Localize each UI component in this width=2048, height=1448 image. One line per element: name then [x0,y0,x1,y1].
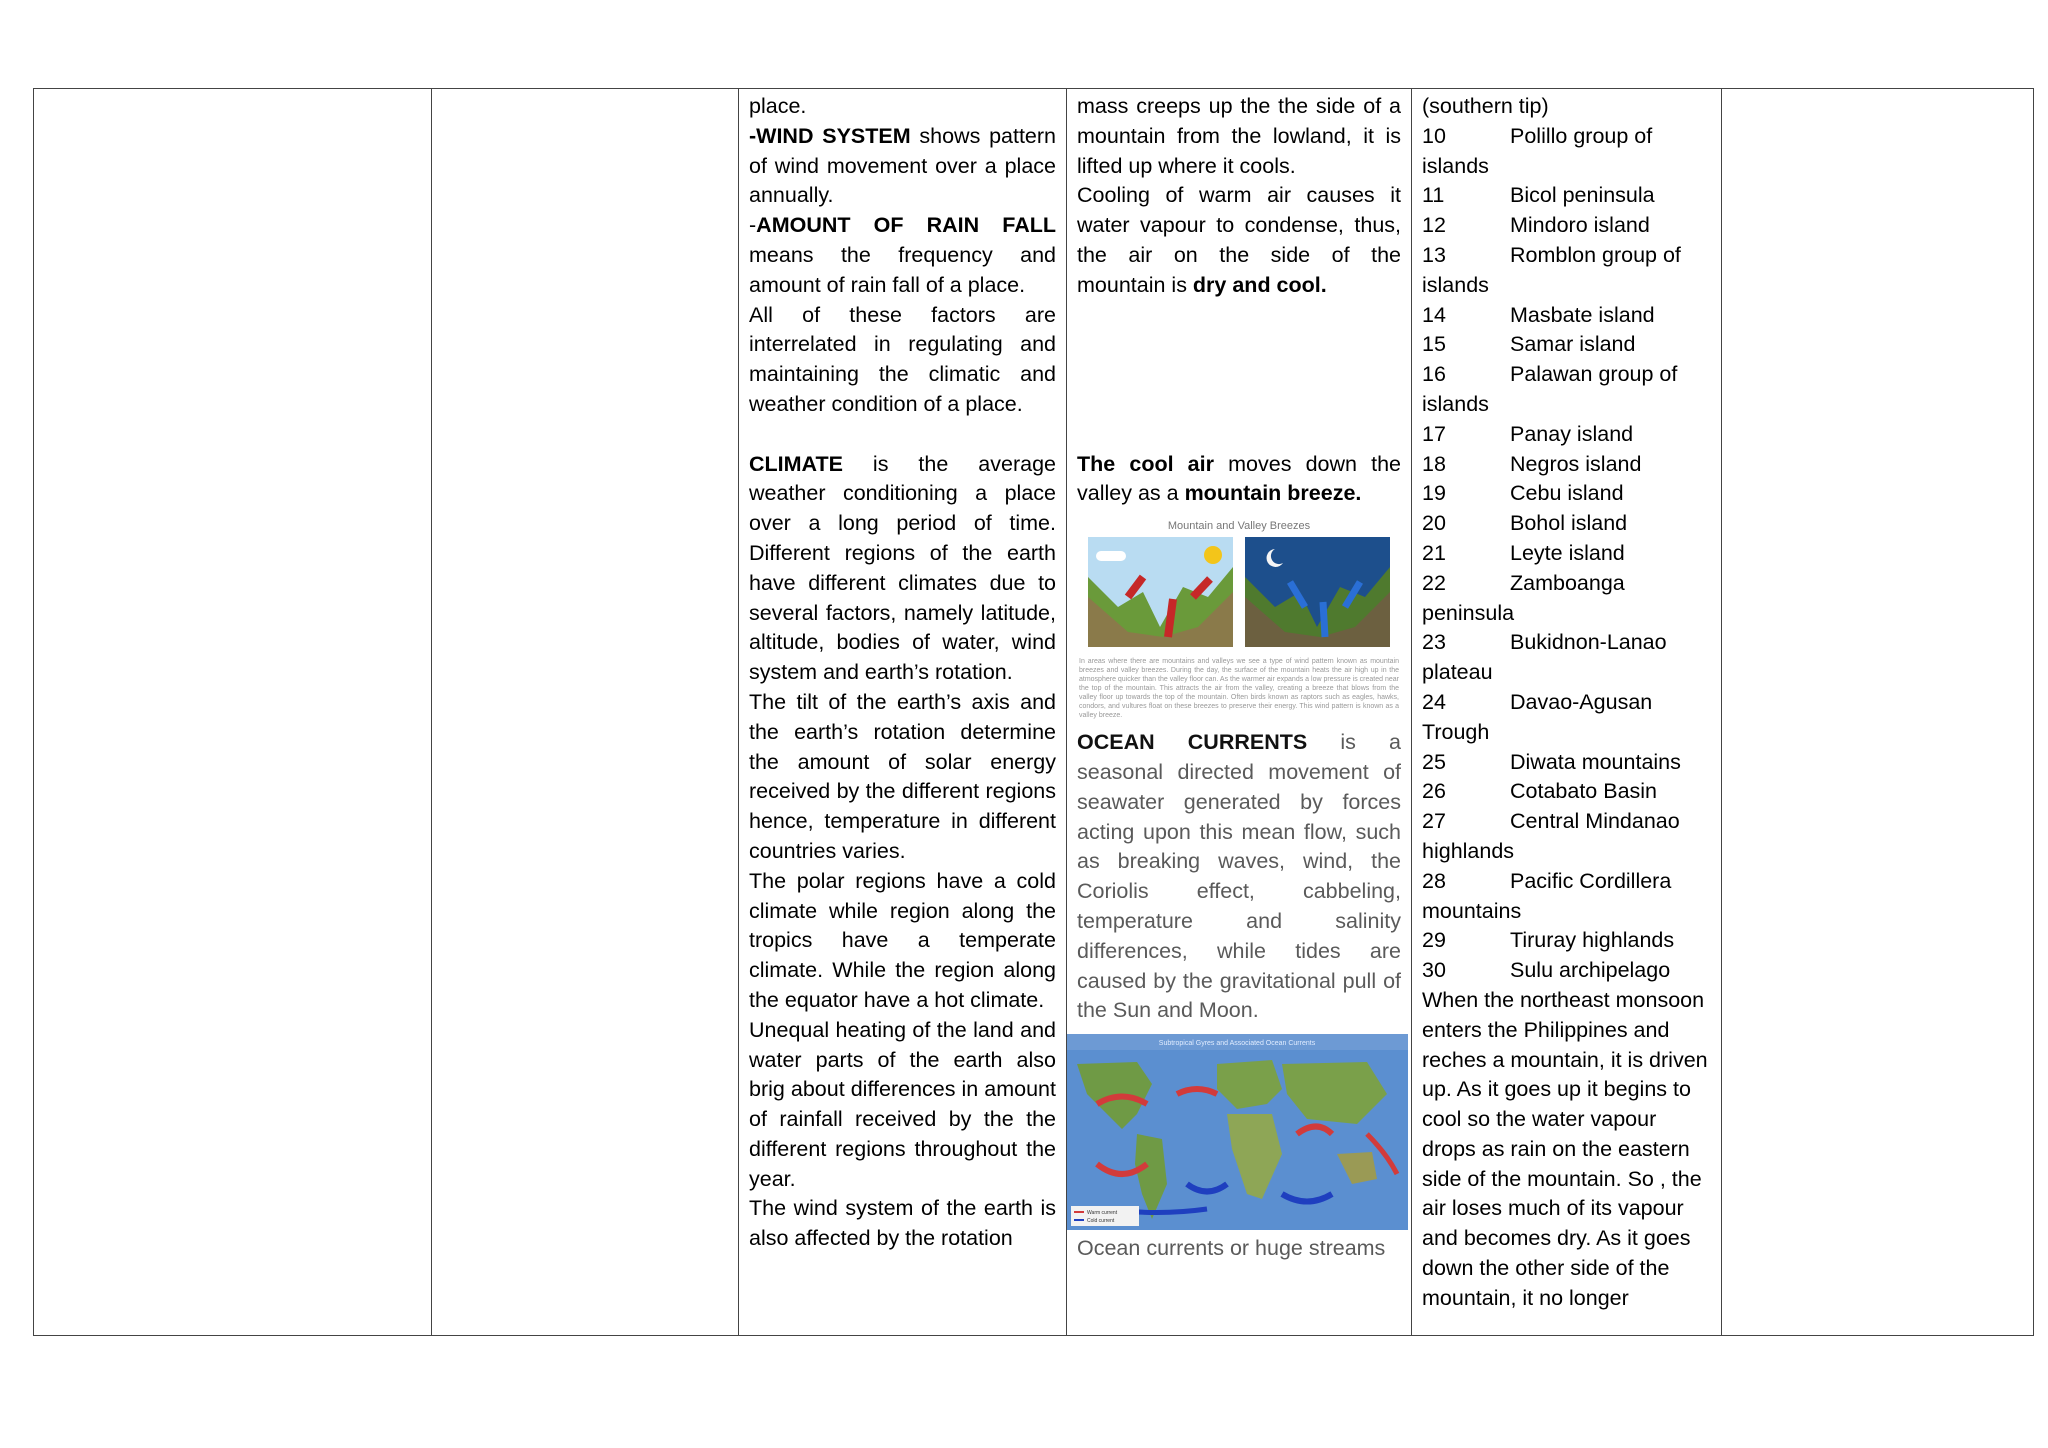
list-item-number: 28 [1422,868,1446,893]
list-item [1422,241,1711,271]
list-item [1422,539,1711,569]
list-item [1422,688,1711,718]
list-item-text: Bohol island [1510,511,1628,536]
figure-caption: In areas where there are mountains and valleys we see a type of wind pattern known as mountain breezes and valley breezes. During the day, the surface of the mountain heats the air high up in the atmosphere quicker than the valley floor can. As the warmer air expands a low pressure is created near the top of the mountain. This attracts the air from the valley, creating a breeze that blows from the valley floor up towards the top of the mountain. Often birds known as raptors such as eagles, hawks, condors, and vultures float on these breezes to preserve their energy. This wind pattern is known as a valley breeze. [1079,658,1399,720]
tilt-paragraph: The tilt of the earth’s axis and the earth’s rotation determine the amount of solar energy received by the different regions hence, temperature in different countries varies. [749,689,1056,863]
mountain-breeze-bold: mountain breeze. [1184,481,1362,506]
list-item [1422,211,1711,241]
list-item-continuation: plateau [1422,660,1493,685]
list-item-text: Sulu archipelago [1510,958,1671,983]
spacer [1077,420,1401,450]
list-item [1422,807,1711,837]
list-item [1422,569,1711,599]
list-item-continuation: mountains [1422,898,1522,923]
day-breeze-image [1088,537,1233,647]
list-item [1422,926,1711,956]
spacer [749,420,1056,450]
wind-rotation-paragraph: The wind system of the earth is also affected by the rotation [749,1196,1056,1251]
list-item-continuation: Trough [1422,719,1490,744]
climate-paragraph [749,450,1056,688]
spacer [1077,360,1401,390]
southern-tip-text: (southern tip) [1422,94,1549,118]
list-item-text: Davao-Agusan [1510,689,1653,714]
list-item-number: 17 [1422,421,1446,446]
list-item-number: 21 [1422,540,1446,565]
list-item [1422,330,1711,360]
list-item-text: Zamboanga [1510,570,1625,595]
list-item-number: 24 [1422,689,1446,714]
list-item-number: 30 [1422,958,1446,983]
wind-system-paragraph [749,122,1056,211]
cool-air-text: moves down the valley as a [1077,451,1401,506]
empty-cell-1 [34,89,432,1336]
list-item-text: Pacific Cordillera [1510,868,1672,893]
night-breeze-image [1245,537,1390,647]
cool-air-paragraph [1077,450,1401,510]
list-item [1422,479,1711,509]
polar-paragraph: The polar regions have a cold climate while region along the tropics have a temperate climate. While the region along the equator have a hot climate. [749,868,1056,1012]
landforms-cell [1412,89,1722,1336]
table-row [34,89,2034,1336]
list-item-number: 11 [1422,183,1445,208]
list-item [1422,450,1711,480]
spacer [1077,390,1401,420]
lesson-table [33,88,2034,1336]
list-item-number: 10 [1422,123,1446,148]
list-item-continuation: peninsula [1422,600,1515,625]
sun-icon [1204,546,1222,564]
list-item [1422,956,1711,986]
ocean-currents-title: OCEAN CURRENTS [1077,730,1308,755]
list-item-number: 18 [1422,451,1446,476]
climate-factors-cell [739,89,1067,1336]
ocean-currents-map [1067,1034,1408,1230]
rainfall-text: means the frequency and amount of rain fall of a place. [749,242,1056,297]
list-item-text: Palawan group of [1510,362,1678,387]
list-item-text: Diwata mountains [1510,749,1681,774]
list-item [1422,301,1711,331]
rainfall-title: AMOUNT OF RAIN FALL [756,213,1056,238]
ocean-currents-continued: Ocean currents or huge streams [1077,1236,1386,1261]
ocean-currents-paragraph [1077,728,1401,1026]
wind-system-text: shows pattern of wind movement over a place annually. [749,123,1057,208]
cooling-text: Cooling of warm air causes it water vapour to condense, thus, the air on the side of the mountain is [1077,183,1401,297]
list-item-text: Mindoro island [1510,213,1650,238]
climate-title: CLIMATE [749,451,843,476]
landform-list [1422,122,1711,986]
list-item-text: Romblon group of [1510,242,1681,267]
cooling-paragraph [1077,181,1401,300]
list-item-number: 25 [1422,749,1446,774]
list-item-number: 14 [1422,302,1446,327]
list-item [1422,181,1711,211]
list-item-number: 22 [1422,570,1446,595]
rainfall-paragraph [749,211,1056,300]
list-item-continuation: islands [1422,272,1489,297]
list-item-text: Cebu island [1510,481,1624,506]
list-item-text: Leyte island [1510,540,1625,565]
empty-cell-6 [1722,89,2034,1336]
figure-title: Mountain and Valley Breezes [1167,520,1311,533]
list-item-text: Bukidnon-Lanao [1510,630,1667,655]
spacer [1077,330,1401,360]
list-item-number: 19 [1422,481,1446,506]
list-item-number: 12 [1422,213,1446,238]
air-mass-paragraph: mass creeps up the the side of a mountain from the lowland, it is lifted up where it cools. [1077,94,1401,178]
list-item-text: Samar island [1510,332,1636,357]
ocean-currents-text: is a seasonal directed movement of seawater generated by forces acting upon this mean flow, such as breaking waves, wind, the Coriolis effect, cabbeling, temperature and salinity differences, while tides are caused by the gravitational pull of the Sun and Moon. [1077,730,1401,1023]
list-item [1422,748,1711,778]
list-item-text: Masbate island [1510,302,1655,327]
list-item-text: Central Mindanao [1510,809,1680,834]
list-item-number: 23 [1422,630,1446,655]
interrelated-paragraph: All of these factors are interrelated in regulating and maintaining the climatic and weather condition of a place. [749,302,1056,416]
legend-cold: Cold current [1087,1218,1115,1225]
unequal-heating-paragraph: Unequal heating of the land and water parts of the earth also brig about differences in amount of rainfall received by the the different regions throughout the year. [749,1017,1056,1191]
wind-system-title: -WIND SYSTEM [749,123,911,148]
list-item [1422,628,1711,658]
list-item-number: 15 [1422,332,1446,357]
list-item-text: Polillo group of [1510,123,1653,148]
list-item-number: 26 [1422,779,1446,804]
rain-prefix: - [749,213,757,238]
list-item-text: Cotabato Basin [1510,779,1658,804]
empty-cell-2 [432,89,739,1336]
list-item-continuation: islands [1422,391,1489,416]
list-item-text: Tiruray highlands [1510,928,1675,953]
monsoon-paragraph: When the northeast monsoon enters the Philippines and reches a mountain, it is driven up. As it goes up it begins to cool so the water vapour drops as rain on the eastern side of the mountain. So , the air loses much of its vapour and becomes dry. As it goes down the other side of the mountain, it no longer [1422,987,1708,1310]
text-place: place. [749,94,807,118]
list-item [1422,867,1711,897]
list-item-continuation: highlands [1422,838,1515,863]
list-item-text: Bicol peninsula [1510,183,1655,208]
list-item-text: Panay island [1510,421,1634,446]
cool-air-bold: The cool air [1077,451,1214,476]
list-item [1422,777,1711,807]
climate-text: is the average weather conditioning a place over a long period of time. Different regions of the earth have different climates due to several factors, namely latitude, altitude, bodies of water, wind system and earth’s rotation. [749,451,1056,685]
list-item [1422,360,1711,390]
list-item-number: 13 [1422,242,1446,267]
dry-cool-bold: dry and cool. [1192,272,1327,297]
list-item [1422,420,1711,450]
list-item-text: Negros island [1510,451,1642,476]
list-item [1422,122,1711,152]
list-item-number: 29 [1422,928,1446,953]
list-item-continuation: islands [1422,153,1489,178]
legend-warm: Warm current [1087,1210,1118,1217]
breezes-currents-cell [1067,89,1412,1336]
list-item-number: 20 [1422,511,1446,536]
mountain-valley-figure [1077,519,1401,720]
list-item [1422,509,1711,539]
map-title: Subtropical Gyres and Associated Ocean Currents [1158,1040,1316,1048]
list-item-number: 16 [1422,362,1446,387]
spacer [1077,301,1401,331]
list-item-number: 27 [1422,809,1446,834]
